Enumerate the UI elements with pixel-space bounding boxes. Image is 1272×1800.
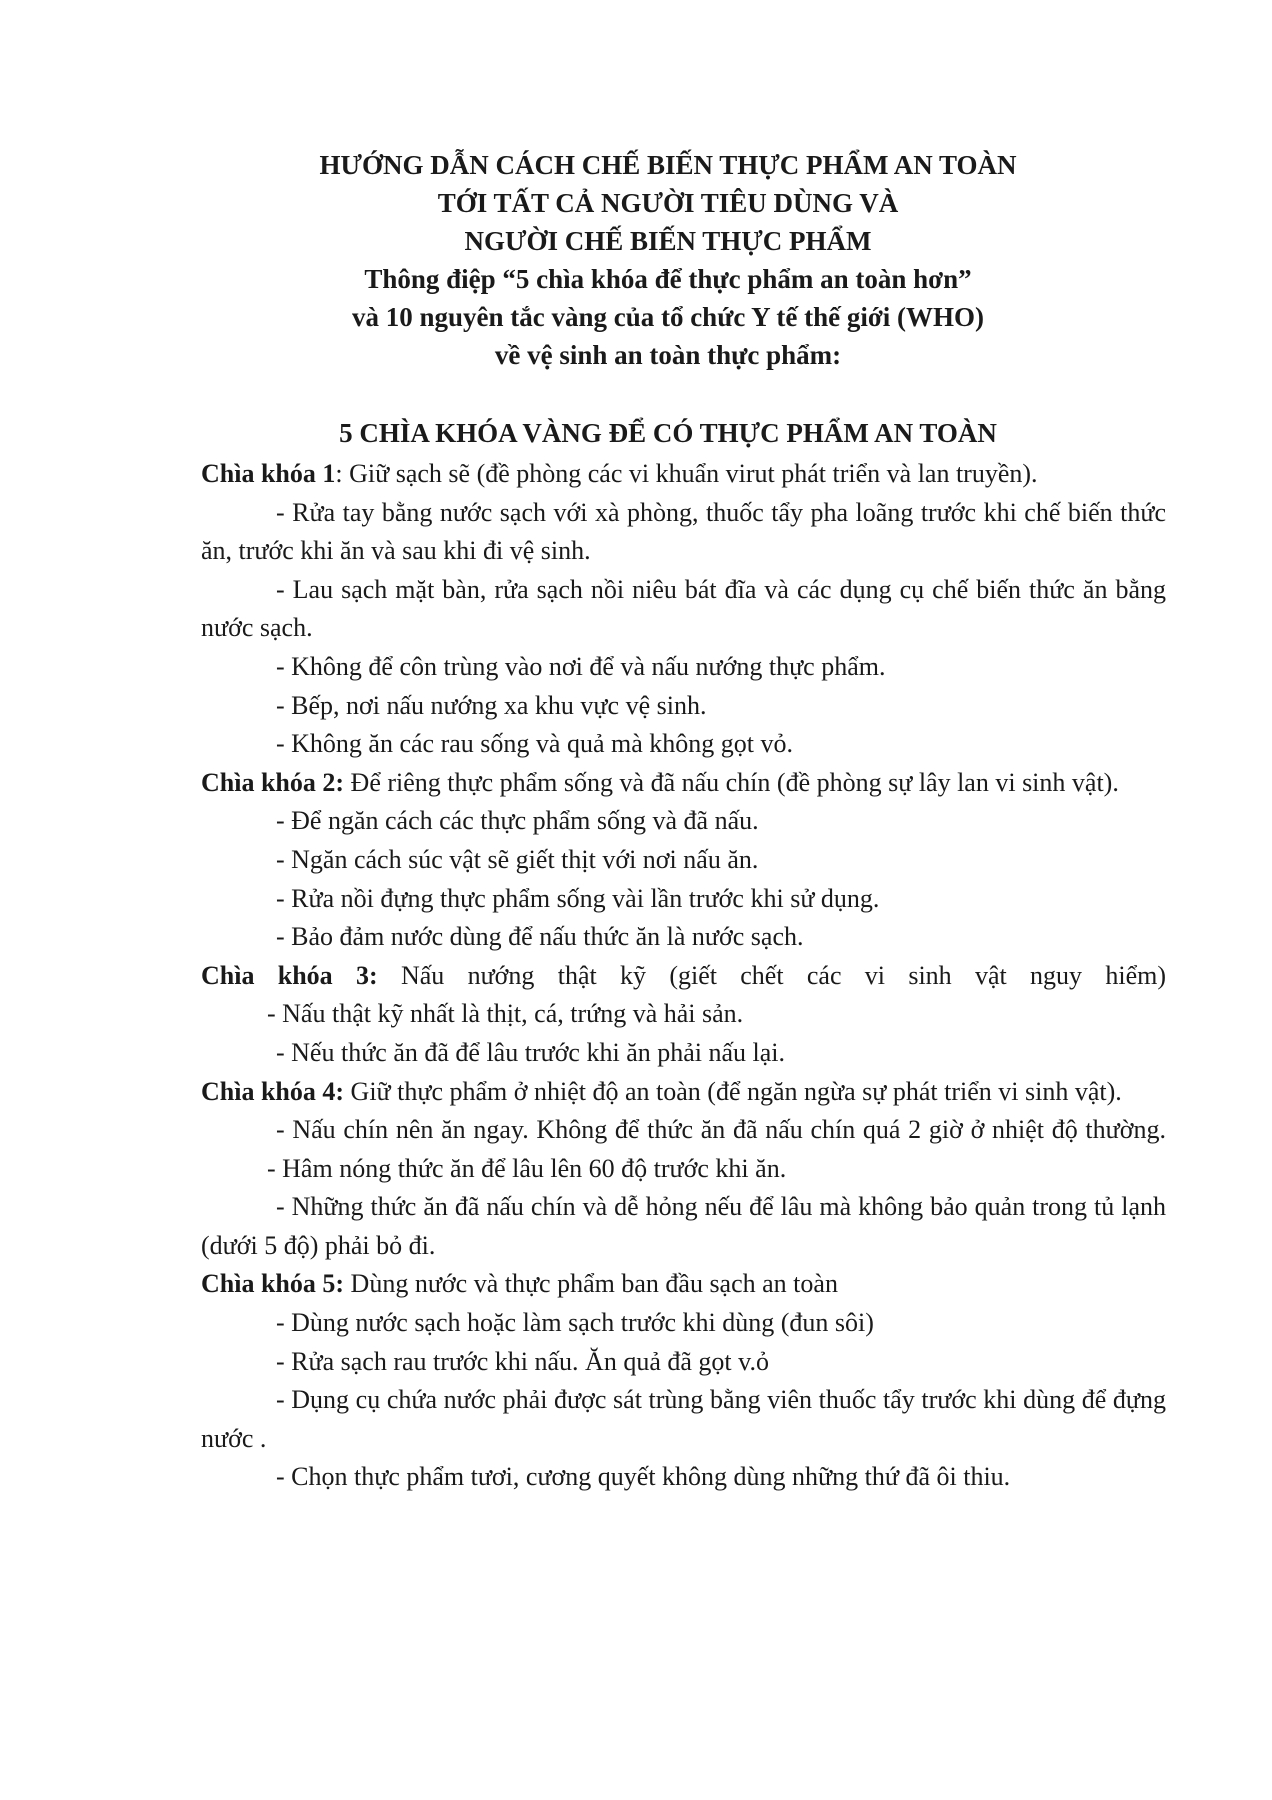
list-item: - Để ngăn cách các thực phẩm sống và đã nấu. [276,806,759,836]
list-item: - Nếu thức ăn đã để lâu trước khi ăn phải nấu lại. [276,1037,786,1067]
list-item: - Những thức ăn đã nấu chín và dễ hỏng nếu để lâu mà không bảo quản trong tủ lạnh (dưới 5 độ) phải bỏ đi. [201,1192,1166,1260]
list-item: - Hâm nóng thức ăn để lâu lên 60 độ trước khi ăn. [267,1153,787,1183]
title-line-1: HƯỚNG DẪN CÁCH CHẾ BIẾN THỰC PHẨM AN TOÀN [319,150,1017,180]
list-item: - Ngăn cách súc vật sẽ giết thịt với nơi nấu ăn. [276,844,759,874]
list-item: - Rửa nồi đựng thực phẩm sống vài lần trước khi sử dụng. [276,883,880,913]
list-item: - Nấu chín nên ăn ngay. Không để thức ăn đã nấu chín quá 2 giờ ở nhiệt độ thường. [276,1115,1166,1145]
list-item: - Lau sạch mặt bàn, rửa sạch nồi niêu bát đĩa và các dụng cụ chế biến thức ăn bằng nước sạch. [201,574,1166,643]
key-label: Chìa khóa 5: [201,1269,345,1299]
key-4-heading [201,1073,1166,1112]
key-label: Chìa khóa 1 [201,459,336,488]
title-line-3: NGƯỜI CHẾ BIẾN THỰC PHẨM [464,226,872,256]
list-item: - Dùng nước sạch hoặc làm sạch trước khi dùng (đun sôi) [276,1308,874,1338]
key-text: Giữ thực phẩm ở nhiệt độ an toàn (để ngăn ngừa sự phát triển vi sinh vật). [344,1076,1122,1106]
list-item: - Bảo đảm nước dùng để nấu thức ăn là nước sạch. [276,922,804,952]
key-label: Chìa khóa 4: [201,1076,345,1106]
list-item: - Không ăn các rau sống và quả mà không gọt vỏ. [276,729,793,759]
key-5-heading [201,1265,1166,1304]
subtitle-line-1: Thông điệp “5 chìa khóa để thực phẩm an toàn hơn” [364,264,972,294]
document-body [201,455,1166,1497]
document-header [180,146,1156,374]
key-label: Chìa khóa 2: [201,767,345,797]
list-item: - Không để côn trùng vào nơi để và nấu nướng thực phẩm. [276,651,886,681]
list-item: - Nấu thật kỹ nhất là thịt, cá, trứng và hải sản. [267,999,744,1029]
subtitle-line-2: và 10 nguyên tắc vàng của tổ chức Y tế thế giới (WHO) [351,302,985,332]
key-text: Dùng nước và thực phẩm ban đầu sạch an toàn [344,1269,838,1299]
list-item: - Rửa tay bằng nước sạch với xà phòng, thuốc tẩy pha loãng trước khi chế biến thức ăn, trước khi ăn và sau khi đi vệ sinh. [201,497,1166,566]
list-item: - Chọn thực phẩm tươi, cương quyết không dùng những thứ đã ôi thiu. [276,1462,1011,1492]
section-title: 5 CHÌA KHÓA VÀNG ĐỂ CÓ THỰC PHẨM AN TOÀN [339,418,997,448]
key-2-heading [201,764,1166,803]
key-1-heading [201,455,1166,494]
list-item: - Bếp, nơi nấu nướng xa khu vực vệ sinh. [276,690,707,720]
title-line-2: TỚI TẤT CẢ NGƯỜI TIÊU DÙNG VÀ [437,188,899,218]
list-item: - Rửa sạch rau trước khi nấu. Ăn quả đã gọt v.ỏ [276,1346,769,1376]
key-text: Để riêng thực phẩm sống và đã nấu chín (đề phòng sự lây lan vi sinh vật). [344,767,1119,797]
key-text: : Giữ sạch sẽ (đề phòng các vi khuẩn virut phát triển và lan truyền). [335,459,1038,488]
list-item: - Dụng cụ chứa nước phải được sát trùng bằng viên thuốc tẩy trước khi dùng để đựng nước . [201,1385,1166,1453]
subtitle-line-3: về vệ sinh an toàn thực phẩm: [494,340,842,370]
key-3-heading [201,957,1166,996]
key-text: Nấu nướng thật kỹ (giết chết các vi sinh vật nguy hiểm) [377,960,1166,990]
key-label: Chìa khóa 3: [201,960,378,990]
